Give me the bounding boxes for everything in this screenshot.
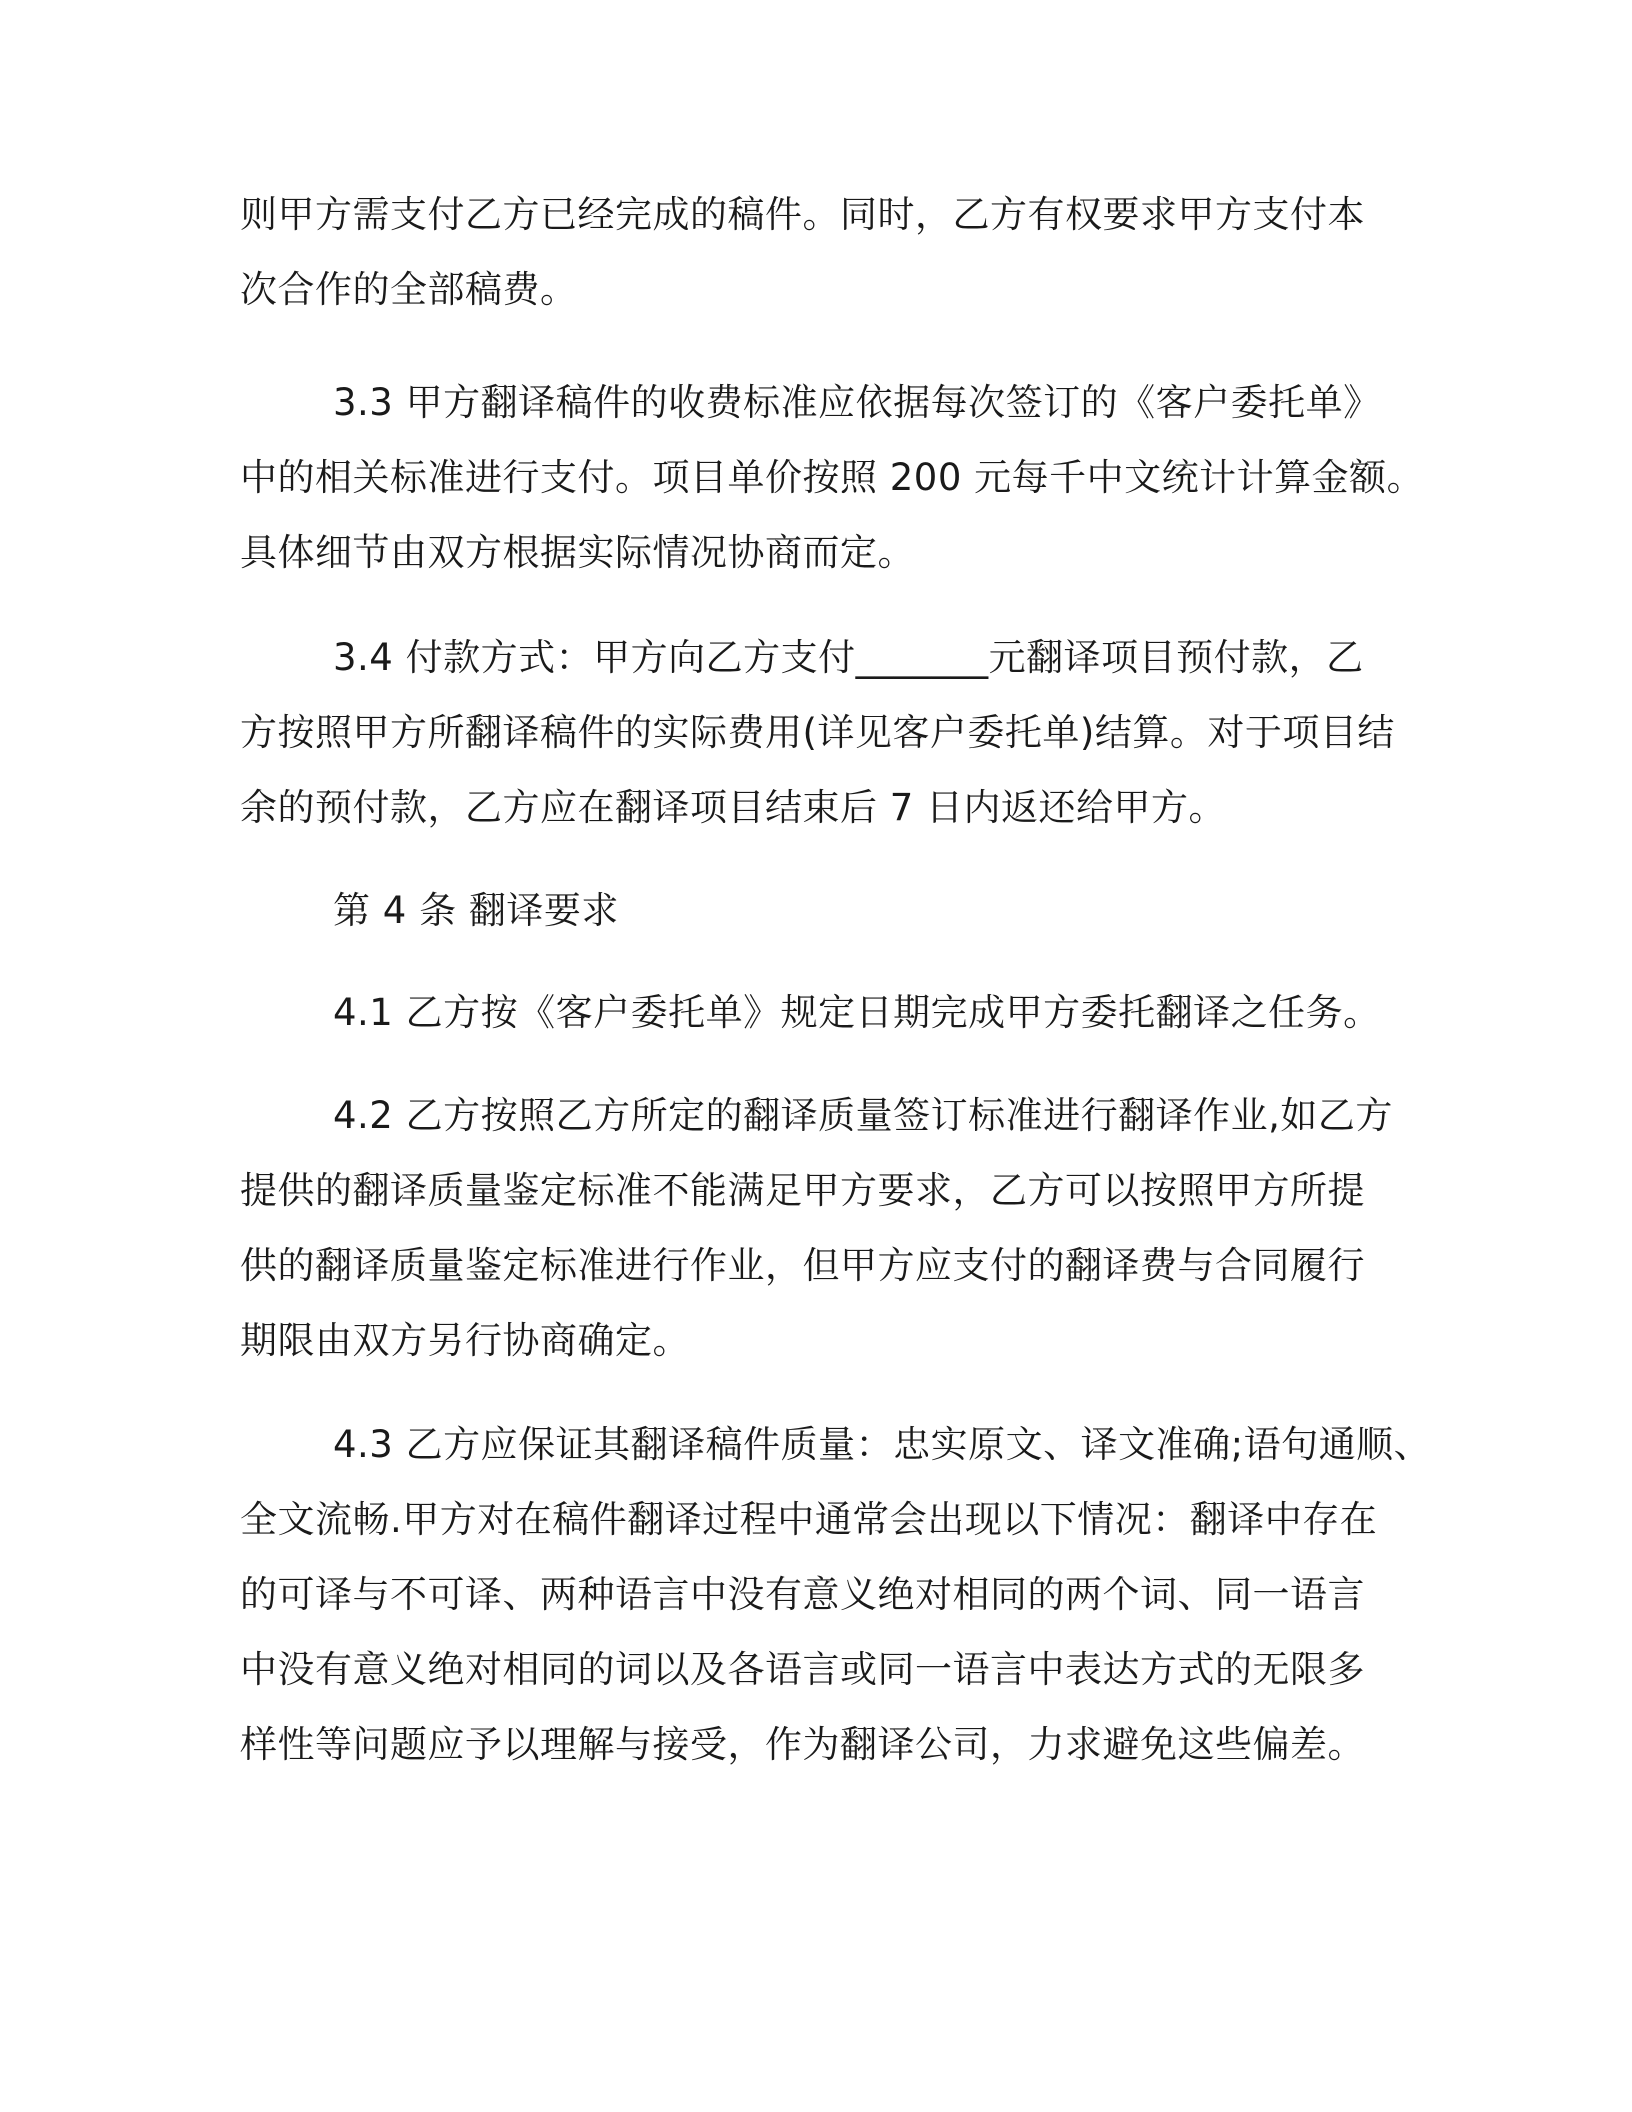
text-line: 4.3 乙方应保证其翻译稿件质量：忠实原文、译文准确;语句通顺、 <box>333 1423 1432 1466</box>
text-line: 次合作的全部稿费。 <box>240 268 578 311</box>
text-line: 提供的翻译质量鉴定标准不能满足甲方要求，乙方可以按照甲方所提 <box>240 1169 1365 1212</box>
text-line: 4.1 乙方按《客户委托单》规定日期完成甲方委托翻译之任务。 <box>333 991 1381 1034</box>
text-line: 3.3 甲方翻译稿件的收费标准应依据每次签订的《客户委托单》 <box>333 381 1381 424</box>
text-line: 供的翻译质量鉴定标准进行作业，但甲方应支付的翻译费与合同履行 <box>240 1244 1365 1287</box>
text-line: 全文流畅.甲方对在稿件翻译过程中通常会出现以下情况：翻译中存在 <box>240 1498 1378 1541</box>
section-heading: 第 4 条 翻译要求 <box>333 889 619 932</box>
text-line: 3.4 付款方式：甲方向乙方支付_______元翻译项目预付款，乙 <box>333 636 1364 679</box>
text-line: 的可译与不可译、两种语言中没有意义绝对相同的两个词、同一语言 <box>240 1573 1365 1616</box>
text-line: 方按照甲方所翻译稿件的实际费用(详见客户委托单)结算。对于项目结 <box>240 711 1395 754</box>
text-line: 样性等问题应予以理解与接受，作为翻译公司，力求避免这些偏差。 <box>240 1723 1365 1766</box>
text-line: 余的预付款，乙方应在翻译项目结束后 7 日内返还给甲方。 <box>240 786 1227 829</box>
text-line: 具体细节由双方根据实际情况协商而定。 <box>240 531 915 574</box>
text-line: 中没有意义绝对相同的词以及各语言或同一语言中表达方式的无限多 <box>240 1648 1365 1691</box>
text-line: 期限由双方另行协商确定。 <box>240 1319 690 1362</box>
text-line: 则甲方需支付乙方已经完成的稿件。同时，乙方有权要求甲方支付本 <box>240 193 1365 236</box>
text-line: 4.2 乙方按照乙方所定的翻译质量签订标准进行翻译作业,如乙方 <box>333 1094 1393 1137</box>
text-line: 中的相关标准进行支付。项目单价按照 200 元每千中文统计计算金额。 <box>240 456 1425 499</box>
